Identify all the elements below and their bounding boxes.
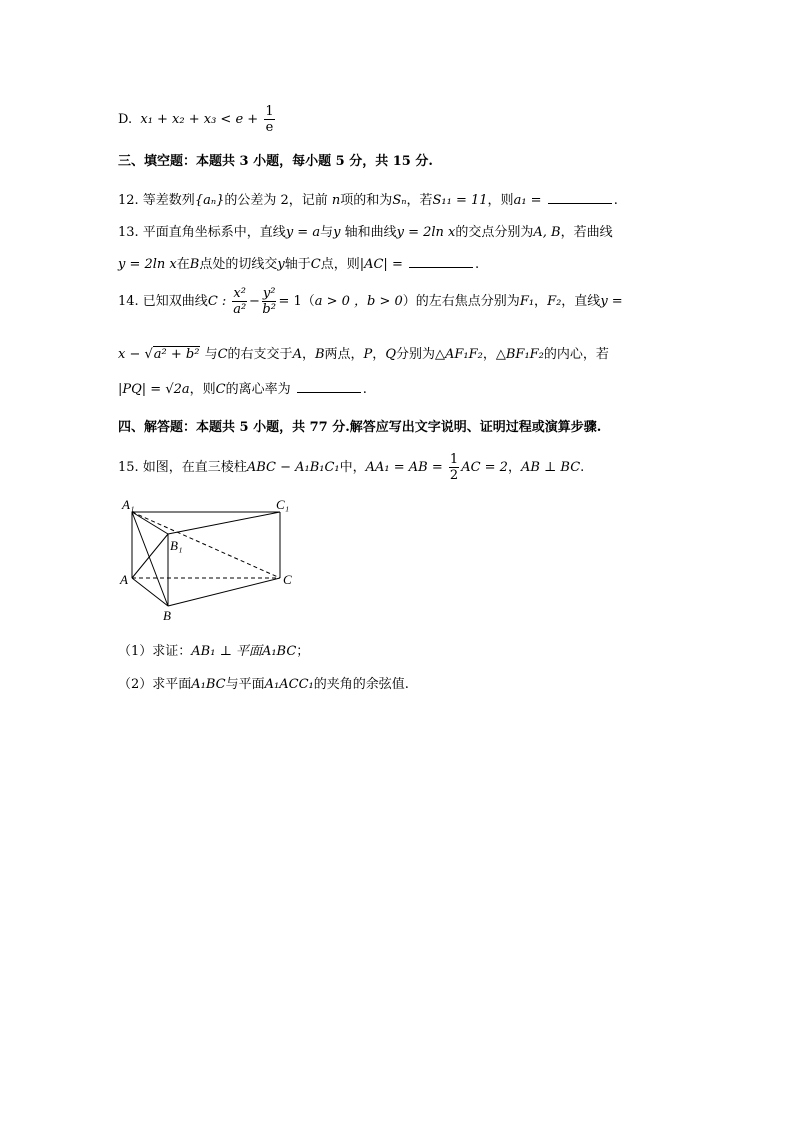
label-c1: C₁ <box>276 498 290 512</box>
label-a1: A₁ <box>122 498 135 512</box>
label-b: B <box>163 608 171 623</box>
half-fraction: $\frac{1}{2}$ <box>449 452 459 483</box>
question-15-part-1: （1）求证：AB₁ ⊥ 平面A₁BC； <box>118 644 310 659</box>
edge-b-c <box>168 578 280 606</box>
edge-a1-b1 <box>132 512 168 534</box>
answer-blank-13[interactable] <box>409 256 473 268</box>
question-13-line1: 13. 平面直角坐标系中，直线y = a与y 轴和曲线y = 2ln x的交点分别为A, B，若曲线 <box>118 225 613 240</box>
question-13-line2: y = 2ln x在B点处的切线交y轴于C点，则|AC| = . <box>118 257 480 272</box>
section-3-heading: 三、填空题：本题共 3 小题，每小题 5 分，共 15 分. <box>118 154 433 169</box>
answer-blank-14[interactable] <box>297 381 361 393</box>
option-d-expr: x₁ + x₂ + x₃ < e + <box>140 112 259 127</box>
question-14-line2: x − √a² + b² 与C的右支交于A，B两点，P，Q分别为△AF₁F₂，△BF₁F₂的内心，若 <box>118 347 609 362</box>
segment-a-b1 <box>132 534 168 578</box>
question-14-line3: |PQ| = √2a，则C的离心率为 . <box>118 382 367 397</box>
section-4-heading: 四、解答题：本题共 5 小题，共 77 分.解答应写出文字说明、证明过程或演算步骤. <box>118 420 602 435</box>
question-12: 12. 等差数列{aₙ}的公差为 2，记前 n项的和为Sₙ，若S₁₁ = 11，则a₁ = . <box>118 193 618 208</box>
hyperbola-fraction-y: $\frac{\text{y²}}{\text{b²}}$ <box>262 286 276 317</box>
label-a: A <box>120 572 128 587</box>
option-d-fraction: $\frac{1}{e}$ <box>265 104 274 135</box>
option-d: D. x₁ + x₂ + x₃ < e + $\frac{1}{e}$ <box>118 104 274 135</box>
hyperbola-fraction-x: $\frac{\text{x²}}{\text{a²}}$ <box>233 286 247 317</box>
edge-b1-c1 <box>168 512 280 534</box>
label-c: C <box>283 572 292 587</box>
label-b1: B₁ <box>170 538 183 553</box>
prism-figure <box>118 498 318 626</box>
answer-blank-12[interactable] <box>548 192 612 204</box>
question-15-part-2: （2）求平面A₁BC与平面A₁ACC₁的夹角的余弦值. <box>118 677 409 692</box>
hidden-segment-a1-c <box>132 512 280 578</box>
question-14-line1: 14. 已知双曲线C : $\frac{\text{x²}}{\text{a²}}$ − $\frac{\text{y²}}{\text{b²}}$ = 1（a > 0 ，b > 0）的左右焦点分别为F₁，F₂，直线y = <box>118 286 623 317</box>
question-15: 15. 如图，在直三棱柱ABC − A₁B₁C₁中，AA₁ = AB = $\frac{1}{2}$ AC = 2，AB ⊥ BC. <box>118 452 585 483</box>
